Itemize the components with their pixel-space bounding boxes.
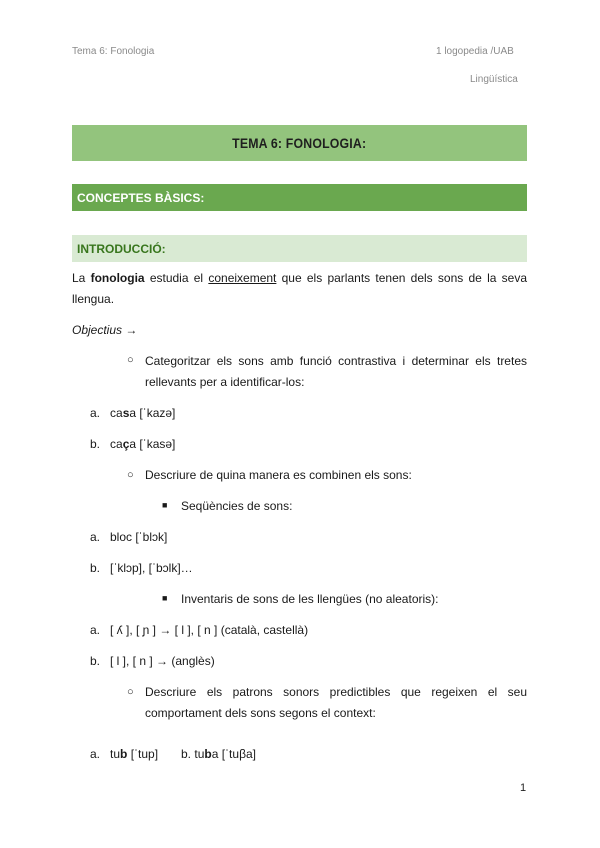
example-b-tuba (181, 746, 256, 762)
list-label: b. (90, 561, 101, 575)
square-bullet-icon: ■ (162, 593, 168, 603)
example-text: [ˈtup] (127, 747, 159, 761)
intro-bold-term: fonologia (90, 271, 145, 285)
example-a-casa (90, 405, 175, 421)
circle-bullet-icon: ○ (127, 469, 134, 481)
page-number: 1 (520, 782, 527, 794)
square-bullet-icon: ■ (162, 500, 168, 510)
header-right: 1 logopedia /UAB (436, 46, 514, 57)
example-bold: ç (122, 437, 130, 451)
circle-bullet-icon: ○ (127, 686, 134, 698)
title-band (72, 125, 527, 161)
example-b-angles (90, 653, 215, 669)
intro-underlined-term: coneixement (208, 271, 277, 285)
example-text: ca (110, 406, 123, 420)
subsection-band (72, 235, 527, 262)
example-text: tu (194, 747, 205, 761)
example-text: [ ʎ ], [ ɲ ] → [ l ], [ n ] (català, castellà) (110, 623, 309, 637)
example-text: [ˈklɔp], [ˈbɔlk]… (110, 561, 193, 575)
header-left: Tema 6: Fonologia (72, 46, 155, 57)
list-label: b. (90, 654, 101, 668)
circle-bullet-icon: ○ (127, 354, 134, 366)
example-b-klop (90, 560, 193, 576)
example-text: ca (110, 437, 123, 451)
page-title: TEMA 6: FONOLOGIA: (232, 135, 367, 151)
example-bold: s (122, 406, 130, 420)
sub-point-sequencies: Seqüències de sons: (181, 499, 293, 513)
example-a-bloc (90, 529, 167, 545)
example-bold: b (120, 747, 128, 761)
objective-2: Descriure de quina manera es combinen els sons: (145, 468, 412, 482)
example-text: a [ˈkasə] (129, 437, 176, 451)
subsection-heading: INTRODUCCIÓ: (77, 241, 166, 256)
section-heading: CONCEPTES BÀSICS: (77, 190, 205, 205)
list-label: a. (90, 747, 101, 761)
objectius-label: Objectius → (72, 323, 138, 337)
header-subject: Lingüística (470, 74, 518, 85)
intro-paragraph (72, 268, 527, 310)
intro-text-3: que els parlants tenen dels sons de la seva llengua. (72, 271, 527, 306)
section-band (72, 184, 527, 211)
example-text: bloc [ˈblɔk] (110, 530, 168, 544)
objective-1: Categoritzar els sons amb funció contrastiva i determinar els tretes rellevants per a identificar-los: (145, 354, 527, 389)
example-a-tub (90, 746, 158, 762)
intro-text-2: estudia el (144, 271, 209, 285)
example-b-caca (90, 436, 175, 452)
example-text: [ l ], [ n ] → (anglès) (110, 654, 215, 668)
list-label: a. (90, 406, 101, 420)
list-label: b. (181, 747, 192, 761)
example-text: tu (110, 747, 121, 761)
list-label: b. (90, 437, 101, 451)
intro-text-1: La (72, 271, 91, 285)
example-a-inventari (90, 622, 308, 638)
list-label: a. (90, 530, 101, 544)
objective-3: Descriure els patrons sonors predictibles que regeixen el seu comportament dels sons segons el context: (145, 685, 527, 720)
list-label: a. (90, 623, 101, 637)
example-text: a [ˈkazə] (129, 406, 176, 420)
example-text: a [ˈtuβa] (211, 747, 256, 761)
sub-point-inventaris: Inventaris de sons de les llengües (no aleatoris): (181, 592, 439, 606)
example-bold: b (204, 747, 212, 761)
